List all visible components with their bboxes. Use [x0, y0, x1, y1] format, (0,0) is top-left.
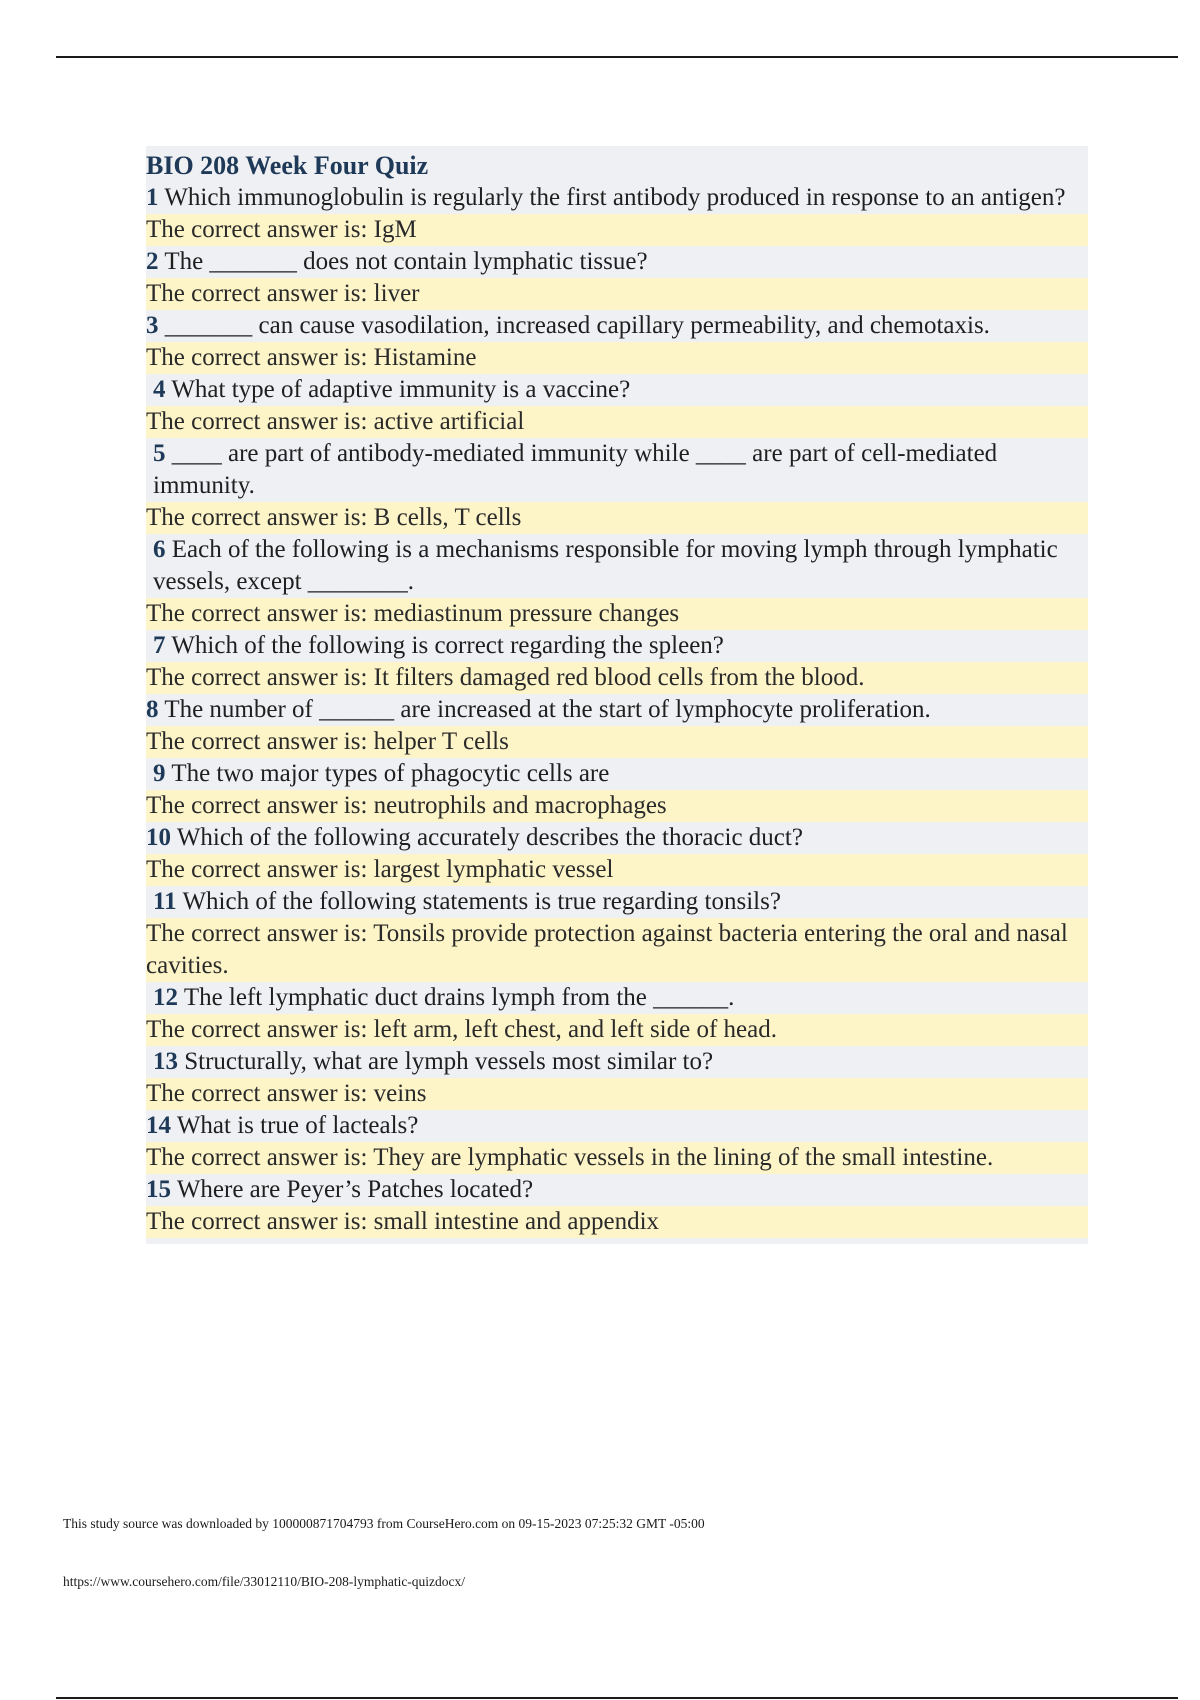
- question-number: 8: [146, 696, 159, 723]
- download-notice: This study source was downloaded by 100000871704793 from CourseHero.com on 09-15-2023 07:25:32 GMT -05:00: [63, 1516, 705, 1531]
- question-number: 6: [153, 536, 166, 563]
- question-8: [146, 694, 1088, 726]
- question-text: The number of ______ are increased at the start of lymphocyte proliferation.: [164, 696, 931, 723]
- question-number: 10: [146, 824, 171, 851]
- question-text: Structurally, what are lymph vessels most similar to?: [184, 1048, 714, 1075]
- question-3: [146, 310, 1088, 342]
- answer-13: The correct answer is: veins: [146, 1078, 1088, 1110]
- question-text: ____ are part of antibody-mediated immunity while ____ are part of cell-mediated immunity.: [153, 440, 998, 499]
- question-text: Which immunoglobulin is regularly the first antibody produced in response to an antigen?: [164, 184, 1066, 211]
- question-15: [146, 1174, 1088, 1206]
- question-text: What is true of lacteals?: [176, 1112, 419, 1139]
- question-text: The left lymphatic duct drains lymph from the ______.: [183, 984, 735, 1011]
- question-number: 12: [153, 984, 178, 1011]
- question-13: [146, 1046, 1088, 1078]
- question-number: 14: [146, 1112, 171, 1139]
- question-number: 3: [146, 312, 159, 339]
- answer-12: The correct answer is: left arm, left chest, and left side of head.: [146, 1014, 1088, 1046]
- question-number: 1: [146, 184, 159, 211]
- question-text: _______ can cause vasodilation, increased capillary permeability, and chemotaxis.: [164, 312, 990, 339]
- answer-7: The correct answer is: It filters damaged red blood cells from the blood.: [146, 662, 1088, 694]
- answer-11: The correct answer is: Tonsils provide protection against bacteria entering the oral and nasal cavities.: [146, 918, 1088, 982]
- question-5: [146, 438, 1088, 502]
- answer-2: The correct answer is: liver: [146, 278, 1088, 310]
- question-11: [146, 886, 1088, 918]
- question-text: The _______ does not contain lymphatic tissue?: [164, 248, 648, 275]
- answer-1: The correct answer is: IgM: [146, 214, 1088, 246]
- question-text: Which of the following statements is true regarding tonsils?: [182, 888, 781, 915]
- question-number: 13: [153, 1048, 178, 1075]
- question-9: [146, 758, 1088, 790]
- question-number: 5: [153, 440, 166, 467]
- source-url: https://www.coursehero.com/file/33012110/BIO-208-lymphatic-quizdocx/: [63, 1574, 466, 1589]
- answer-10: The correct answer is: largest lymphatic vessel: [146, 854, 1088, 886]
- bottom-rule: [56, 1697, 1178, 1699]
- question-text: The two major types of phagocytic cells are: [171, 760, 610, 787]
- question-number: 9: [153, 760, 166, 787]
- answer-14: The correct answer is: They are lymphatic vessels in the lining of the small intestine.: [146, 1142, 1088, 1174]
- question-6: [146, 534, 1088, 598]
- question-2: [146, 246, 1088, 278]
- question-number: 15: [146, 1176, 171, 1203]
- quiz-title: BIO 208 Week Four Quiz: [146, 151, 429, 180]
- question-text: Where are Peyer’s Patches located?: [176, 1176, 534, 1203]
- answer-9: The correct answer is: neutrophils and macrophages: [146, 790, 1088, 822]
- question-number: 11: [153, 888, 177, 915]
- question-text: Which of the following is correct regarding the spleen?: [171, 632, 724, 659]
- answer-3: The correct answer is: Histamine: [146, 342, 1088, 374]
- question-1: [146, 182, 1088, 214]
- answer-4: The correct answer is: active artificial: [146, 406, 1088, 438]
- question-number: 2: [146, 248, 159, 275]
- question-number: 7: [153, 632, 166, 659]
- answer-6: The correct answer is: mediastinum pressure changes: [146, 598, 1088, 630]
- answer-8: The correct answer is: helper T cells: [146, 726, 1088, 758]
- question-10: [146, 822, 1088, 854]
- question-7: [146, 630, 1088, 662]
- question-4: [146, 374, 1088, 406]
- answer-15: The correct answer is: small intestine and appendix: [146, 1206, 1088, 1238]
- question-text: Each of the following is a mechanisms responsible for moving lymph through lymphatic vessels, except ________.: [153, 536, 1058, 595]
- question-14: [146, 1110, 1088, 1142]
- answer-5: The correct answer is: B cells, T cells: [146, 502, 1088, 534]
- quiz-content: [146, 146, 1088, 1244]
- top-rule: [56, 56, 1178, 58]
- question-number: 4: [153, 376, 166, 403]
- question-text: Which of the following accurately describes the thoracic duct?: [176, 824, 803, 851]
- question-text: What type of adaptive immunity is a vaccine?: [171, 376, 631, 403]
- question-12: [146, 982, 1088, 1014]
